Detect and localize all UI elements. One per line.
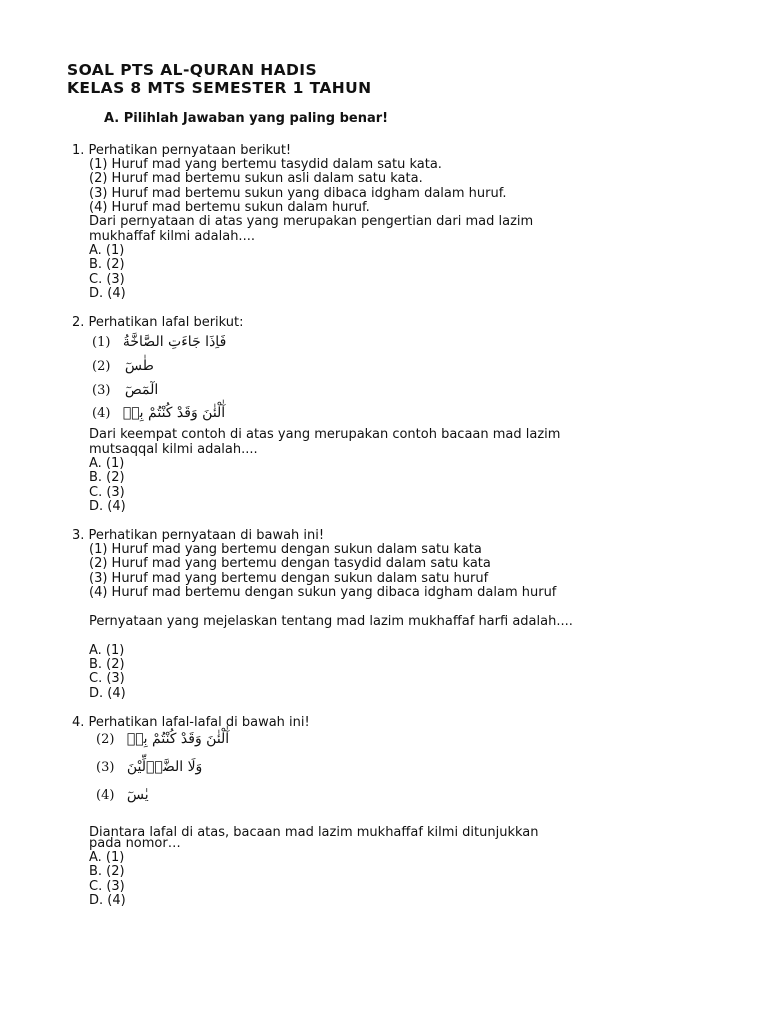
q4-option-c: C. (3)	[89, 879, 125, 894]
q2-option-d: D. (4)	[89, 499, 126, 514]
q1-statement-1: (1) Huruf mad yang bertemu tasydid dalam satu kata.	[89, 157, 442, 172]
q2-item-3	[92, 382, 158, 398]
q4-item-2	[96, 731, 229, 747]
q4-question-line-1: Diantara lafal di atas, bacaan mad lazim mukhaffaf kilmi ditunjukkan	[89, 825, 539, 840]
q4-stem: 4. Perhatikan lafal-lafal di bawah ini!	[72, 715, 310, 730]
q2-item-1-number: (1)	[92, 335, 111, 350]
q2-option-b: B. (2)	[89, 470, 125, 485]
q2-item-2-number: (2)	[92, 359, 111, 374]
q3-question: Pernyataan yang mejelaskan tentang mad lazim mukhaffaf harfi adalah....	[89, 614, 573, 629]
q3-option-b: B. (2)	[89, 657, 125, 672]
q1-statement-2: (2) Huruf mad bertemu sukun asli dalam satu kata.	[89, 171, 423, 186]
q4-item-2-arabic: آٰلْئٰنَ وَقَدْ كُنْتُمْ بِهٖ	[126, 731, 230, 747]
q3-statement-4: (4) Huruf mad bertemu dengan sukun yang dibaca idgham dalam huruf	[89, 585, 557, 600]
q1-option-d: D. (4)	[89, 286, 126, 301]
q4-item-4-number: (4)	[96, 788, 115, 803]
section-a-heading: A. Pilihlah Jawaban yang paling benar!	[104, 111, 389, 126]
q2-item-4-number: (4)	[92, 406, 111, 421]
q3-statement-1: (1) Huruf mad yang bertemu dengan sukun dalam satu kata	[89, 542, 482, 557]
q2-item-4	[92, 405, 225, 421]
q2-stem: 2. Perhatikan lafal berikut:	[72, 315, 244, 330]
q4-item-4-arabic: يٰسٓ	[126, 787, 149, 803]
document-title-line-2: KELAS 8 MTS SEMESTER 1 TAHUN	[67, 79, 372, 97]
q3-option-d: D. (4)	[89, 686, 126, 701]
q2-question-line-1: Dari keempat contoh di atas yang merupakan contoh bacaan mad lazim	[89, 427, 561, 442]
q1-option-c: C. (3)	[89, 272, 125, 287]
q1-question-line-2: mukhaffaf kilmi adalah....	[89, 229, 255, 244]
q4-item-4	[96, 787, 149, 803]
document-title-line-1: SOAL PTS AL-QURAN HADIS	[67, 61, 318, 79]
q1-option-b: B. (2)	[89, 257, 125, 272]
q2-option-c: C. (3)	[89, 485, 125, 500]
q3-option-a: A. (1)	[89, 643, 125, 658]
q2-question-line-2: mutsaqqal kilmi adalah....	[89, 442, 258, 457]
q2-item-4-arabic: آٰلْئٰنَ وَقَدْ كُنْتُمْ بِهٖ	[122, 405, 226, 421]
q1-statement-4: (4) Huruf mad bertemu sukun dalam huruf.	[89, 200, 370, 215]
q3-statement-3: (3) Huruf mad yang bertemu dengan sukun dalam satu huruf	[89, 571, 489, 586]
q1-statement-3: (3) Huruf mad bertemu sukun yang dibaca idgham dalam huruf.	[89, 186, 507, 201]
q2-option-a: A. (1)	[89, 456, 125, 471]
q1-stem: 1. Perhatikan pernyataan berikut!	[72, 143, 292, 158]
q4-question-line-2: pada nomor…	[89, 836, 181, 851]
q4-option-b: B. (2)	[89, 864, 125, 879]
q1-question-line-1: Dari pernyataan di atas yang merupakan pengertian dari mad lazim	[89, 214, 534, 229]
q2-item-3-number: (3)	[92, 383, 111, 398]
q4-item-3-arabic: وَلَا الضَّاۤلِّيْنَ	[126, 759, 203, 775]
q2-item-2-arabic: طٰسٓ	[124, 358, 154, 374]
q3-statement-2: (2) Huruf mad yang bertemu dengan tasydid dalam satu kata	[89, 556, 491, 571]
q2-item-1-arabic: فَاِذَا جَاءَتِ الصَّاخَّةُ	[122, 334, 227, 350]
q4-item-3-number: (3)	[96, 760, 115, 775]
q4-item-3	[96, 759, 202, 775]
q1-option-a: A. (1)	[89, 243, 125, 258]
q3-option-c: C. (3)	[89, 671, 125, 686]
q2-item-3-arabic: الٓمٓصٓ	[124, 382, 159, 398]
q4-item-2-number: (2)	[96, 732, 115, 747]
q2-item-1	[92, 334, 226, 350]
q2-item-2	[92, 358, 154, 374]
q4-option-a: A. (1)	[89, 850, 125, 865]
q4-option-d: D. (4)	[89, 893, 126, 908]
q3-stem: 3. Perhatikan pernyataan di bawah ini!	[72, 528, 325, 543]
